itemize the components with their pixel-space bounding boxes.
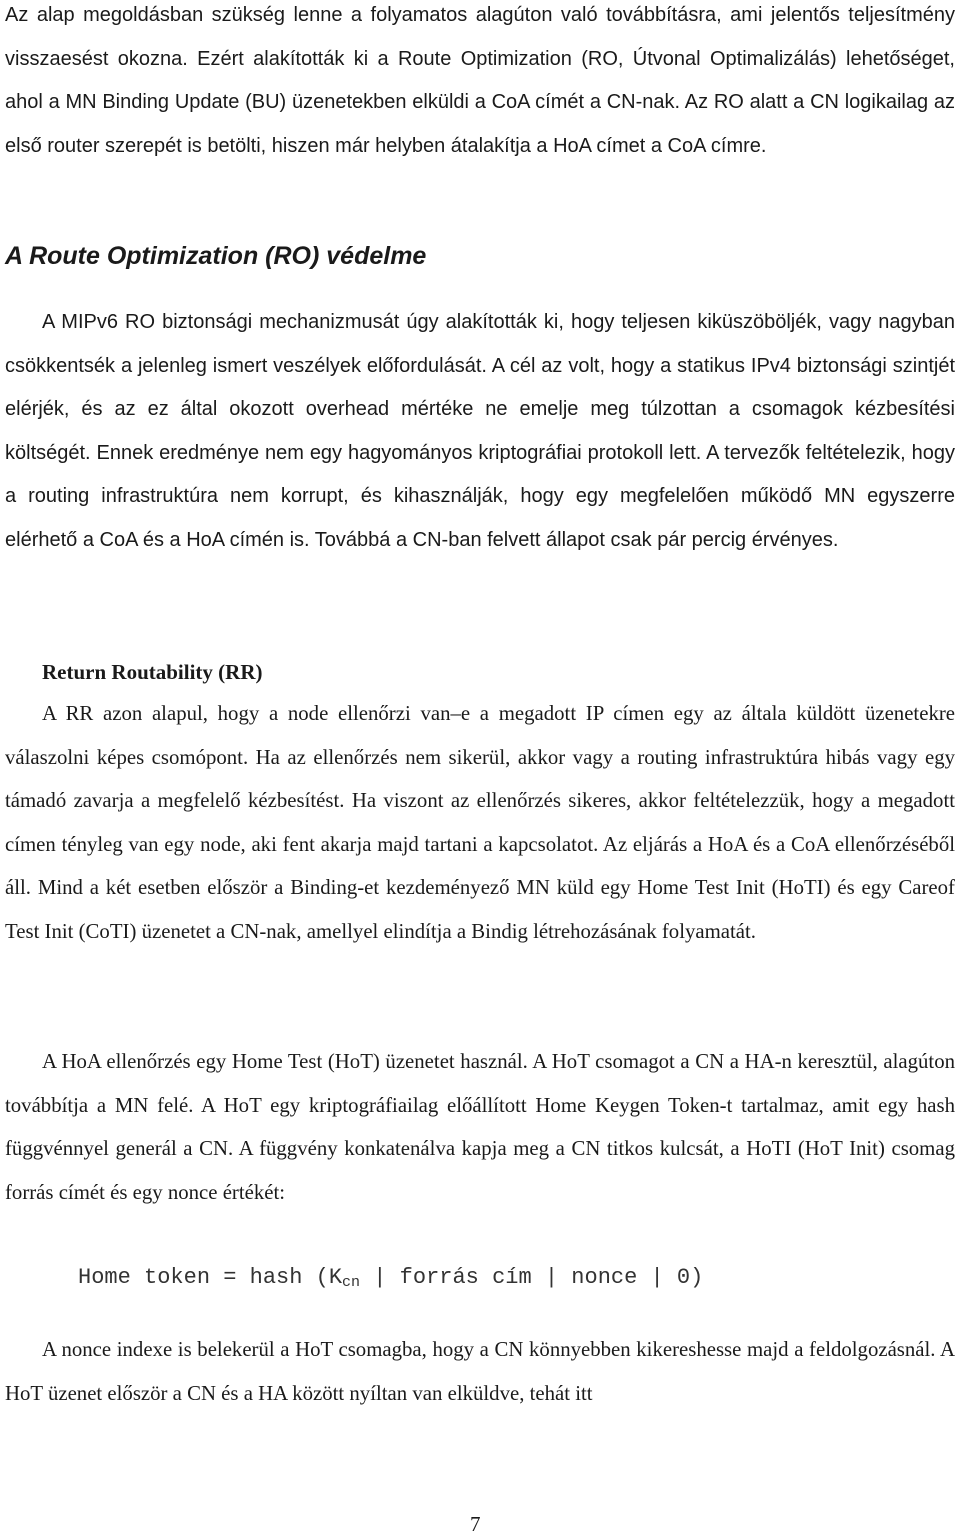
- ro-protection-paragraph: A MIPv6 RO biztonsági mechanizmusát úgy alakították ki, hogy teljesen kiküszöböljék, vagy nagyban csökkentsék a jelenleg ismert veszélyek előfordulását. A cél az volt, hogy a statikus IPv4 biztonsági szintjét elérjék, és az ez által okozott overhead mértéke ne emelje meg túlzottan a csomagok kézbesítési költségét. Ennek eredménye nem egy hagyományos kriptográfiai protokoll lett. A tervezők feltételezik, hogy a routing infrastruktúra nem korrupt, és kihasználják, hogy egy megfelelően működő MN egyszerre elérhető a CoA és a HoA címén is. Továbbá a CN-ban felvett állapot csak pár percig érvényes.: [5, 311, 955, 551]
- nonce-paragraph: A nonce indexe is belekerül a HoT csomagba, hogy a CN könnyebben kikereshesse majd a feldolgozásnál. A HoT üzenet először a CN és a HA között nyíltan van elküldve, tehát itt: [5, 1338, 955, 1405]
- rr-paragraph: A RR azon alapul, hogy a node ellenőrzi van–e a megadott IP címen egy az általa küldött üzenetekre válaszolni képes csomópont. Ha az ellenőrzés nem sikerül, akkor vagy a routing infrastruktúra hibás vagy egy támadó zavarja a megfelelő kézbesítést. Ha viszont az ellenőrzés sikeres, akkor feltételezzük, hogy a megadott címen tényleg van egy node, aki fent akarja majd tartani a kapcsolatot. Az eljárás a HoA és a CoA ellenőrzéséből áll. Mind a két esetben először a Binding-et kezdeményező MN küld egy Home Test Init (HoTI) és egy Careof Test Init (CoTI) üzenetet a CN-nak, amellyel elindítja a Bindig létrehozásának folyamatát.: [5, 702, 955, 943]
- formula-suffix: | forrás cím | nonce | 0): [360, 1265, 704, 1290]
- page-number: 7: [470, 1512, 481, 1536]
- section-heading: A Route Optimization (RO) védelme: [5, 242, 427, 270]
- intro-paragraph: Az alap megoldásban szükség lenne a folyamatos alagúton való továbbításra, ami jelentős teljesítmény visszaesést okozna. Ezért alakították ki a Route Optimization (RO, Útvonal Optimalizálás) lehetőséget, ahol a MN Binding Update (BU) üzenetekben elküldi a CoA címét a CN-nak. Az RO alatt a CN logikailag az első router szerepét is betölti, hiszen már helyben átalakítja a HoA címet a CoA címre.: [5, 4, 955, 157]
- subsection-heading: Return Routability (RR): [42, 660, 263, 684]
- formula-subscript: cn: [342, 1274, 361, 1291]
- hoa-check-paragraph: A HoA ellenőrzés egy Home Test (HoT) üzenetet használ. A HoT csomagot a CN a HA-n keresztül, alagúton továbbítja a MN felé. A HoT egy kriptográfiailag előállított Home Keygen Token-t tartalmaz, amit egy hash függvénnyel generál a CN. A függvény konkatenálva kapja meg a CN titkos kulcsát, a HoTI (HoT Init) csomag forrás címét és egy nonce értékét:: [5, 1050, 955, 1204]
- formula-prefix: Home token = hash (K: [78, 1265, 343, 1290]
- home-token-formula: [78, 1262, 703, 1299]
